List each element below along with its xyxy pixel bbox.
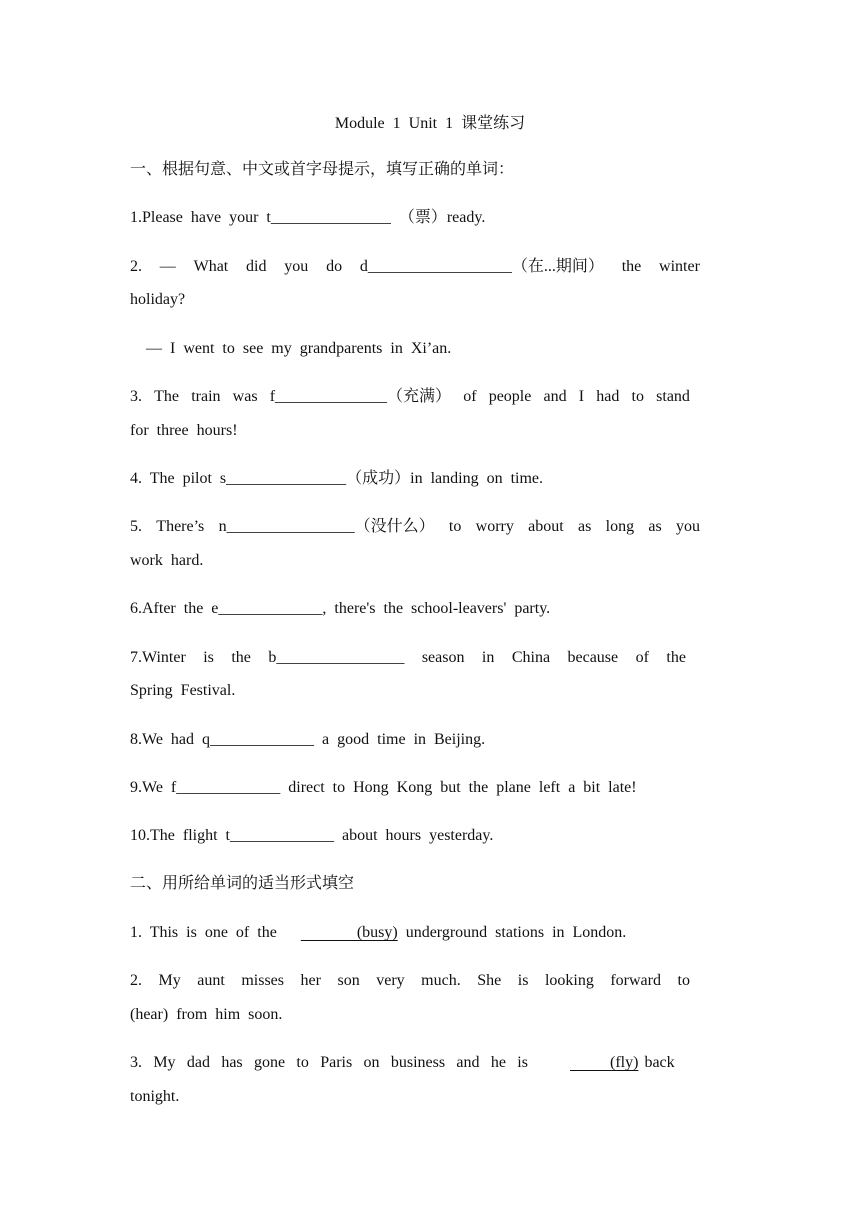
- word: in: [481, 649, 495, 666]
- word: her: [300, 972, 321, 989]
- word: to: [296, 1054, 309, 1071]
- word: long: [605, 518, 635, 535]
- word: to: [448, 518, 462, 535]
- question-1-3: [130, 387, 690, 407]
- question-2-3: [130, 1053, 682, 1073]
- word: train: [191, 388, 221, 405]
- question-1-5-continued: work hard.: [130, 552, 204, 569]
- word: and: [543, 388, 567, 405]
- word: was: [232, 388, 258, 405]
- word: b________________: [268, 649, 405, 666]
- word: people: [488, 388, 532, 405]
- word: of: [463, 388, 477, 405]
- word: n________________（没什么）: [218, 518, 435, 535]
- word: 3.: [130, 1054, 142, 1071]
- section-1-heading: 一、根据句意、中文或首字母提示，填写正确的单词：: [130, 161, 515, 178]
- word: very: [376, 972, 405, 989]
- question-1-8: 8.We had q_____________ a good time in Beijing.: [130, 731, 486, 748]
- word: winter: [659, 258, 700, 275]
- word: There’s: [156, 518, 205, 535]
- question-2-3-continued: tonight.: [130, 1088, 180, 1105]
- question-2-3-prefix: [130, 1053, 528, 1073]
- question-1-7: [130, 648, 686, 668]
- word: misses: [241, 972, 284, 989]
- word: aunt: [197, 972, 225, 989]
- word: you: [676, 518, 700, 535]
- page-title: Module 1 Unit 1 课堂练习: [334, 115, 526, 132]
- word: is: [517, 972, 529, 989]
- word: 3.: [130, 388, 142, 405]
- question-2-1: [130, 923, 700, 943]
- word: son: [337, 972, 360, 989]
- question-1-7-continued: Spring Festival.: [130, 682, 236, 699]
- word: he: [490, 1054, 506, 1071]
- word: the: [621, 258, 642, 275]
- question-2-2: [130, 971, 690, 991]
- word: My: [158, 972, 181, 989]
- word: gone: [253, 1054, 286, 1071]
- question-2-1-prefix: 1. This is one of the: [130, 924, 277, 941]
- word: to: [677, 972, 690, 989]
- word: you: [284, 258, 309, 275]
- question-1-5: [130, 517, 700, 537]
- question-1-10: 10.The flight t_____________ about hours yesterday.: [130, 827, 494, 844]
- word: and: [456, 1054, 480, 1071]
- question-1-2-answer: — I went to see my grandparents in Xi’an.: [146, 340, 452, 357]
- question-1-2-continued: holiday?: [130, 291, 186, 308]
- word: has: [221, 1054, 243, 1071]
- word: The: [154, 388, 180, 405]
- word: the: [231, 649, 251, 666]
- question-1-1: 1.Please have your t_______________ （票）ready.: [130, 209, 486, 226]
- word: forward: [610, 972, 661, 989]
- word: is: [517, 1054, 528, 1071]
- word: d__________________（在...期间）: [359, 258, 604, 275]
- question-2-2-continued: (hear) from him soon.: [130, 1006, 283, 1023]
- word: worry: [475, 518, 514, 535]
- word: —: [159, 258, 176, 275]
- word: on: [363, 1054, 380, 1071]
- question-1-3-continued: for three hours!: [130, 422, 238, 439]
- word: She: [477, 972, 502, 989]
- word: 7.Winter: [130, 649, 186, 666]
- word: much.: [421, 972, 461, 989]
- word: as: [648, 518, 662, 535]
- question-2-3-suffix: back: [644, 1054, 675, 1071]
- word: is: [203, 649, 214, 666]
- question-2-1-blank: (busy): [300, 924, 398, 941]
- question-1-2: [130, 257, 700, 277]
- question-1-6: 6.After the e_____________, there's the school-leavers' party.: [130, 600, 551, 617]
- word: as: [578, 518, 592, 535]
- word: 2.: [130, 258, 142, 275]
- word: Paris: [320, 1054, 353, 1071]
- word: 5.: [130, 518, 142, 535]
- word: looking: [544, 972, 594, 989]
- word: about: [528, 518, 564, 535]
- word: business: [390, 1054, 446, 1071]
- word: had: [596, 388, 620, 405]
- word: 2.: [130, 972, 142, 989]
- word: did: [246, 258, 267, 275]
- word: What: [193, 258, 229, 275]
- section-2-heading: 二、用所给单词的适当形式填空: [130, 875, 355, 892]
- word: I: [578, 388, 585, 405]
- word: dad: [186, 1054, 210, 1071]
- word: to: [631, 388, 644, 405]
- word: of: [635, 649, 649, 666]
- question-2-1-suffix: underground stations in London.: [405, 924, 627, 941]
- word: season: [421, 649, 465, 666]
- word: stand: [656, 388, 690, 405]
- word: the: [666, 649, 686, 666]
- question-2-3-blank: (fly): [570, 1054, 639, 1071]
- word: do: [326, 258, 343, 275]
- word: because: [567, 649, 619, 666]
- word: China: [511, 649, 551, 666]
- word: My: [153, 1054, 176, 1071]
- word: f______________（充满）: [269, 388, 452, 405]
- question-1-4: 4. The pilot s_______________（成功）in landing on time.: [130, 470, 544, 487]
- question-1-9: 9.We f_____________ direct to Hong Kong but the plane left a bit late!: [130, 779, 637, 796]
